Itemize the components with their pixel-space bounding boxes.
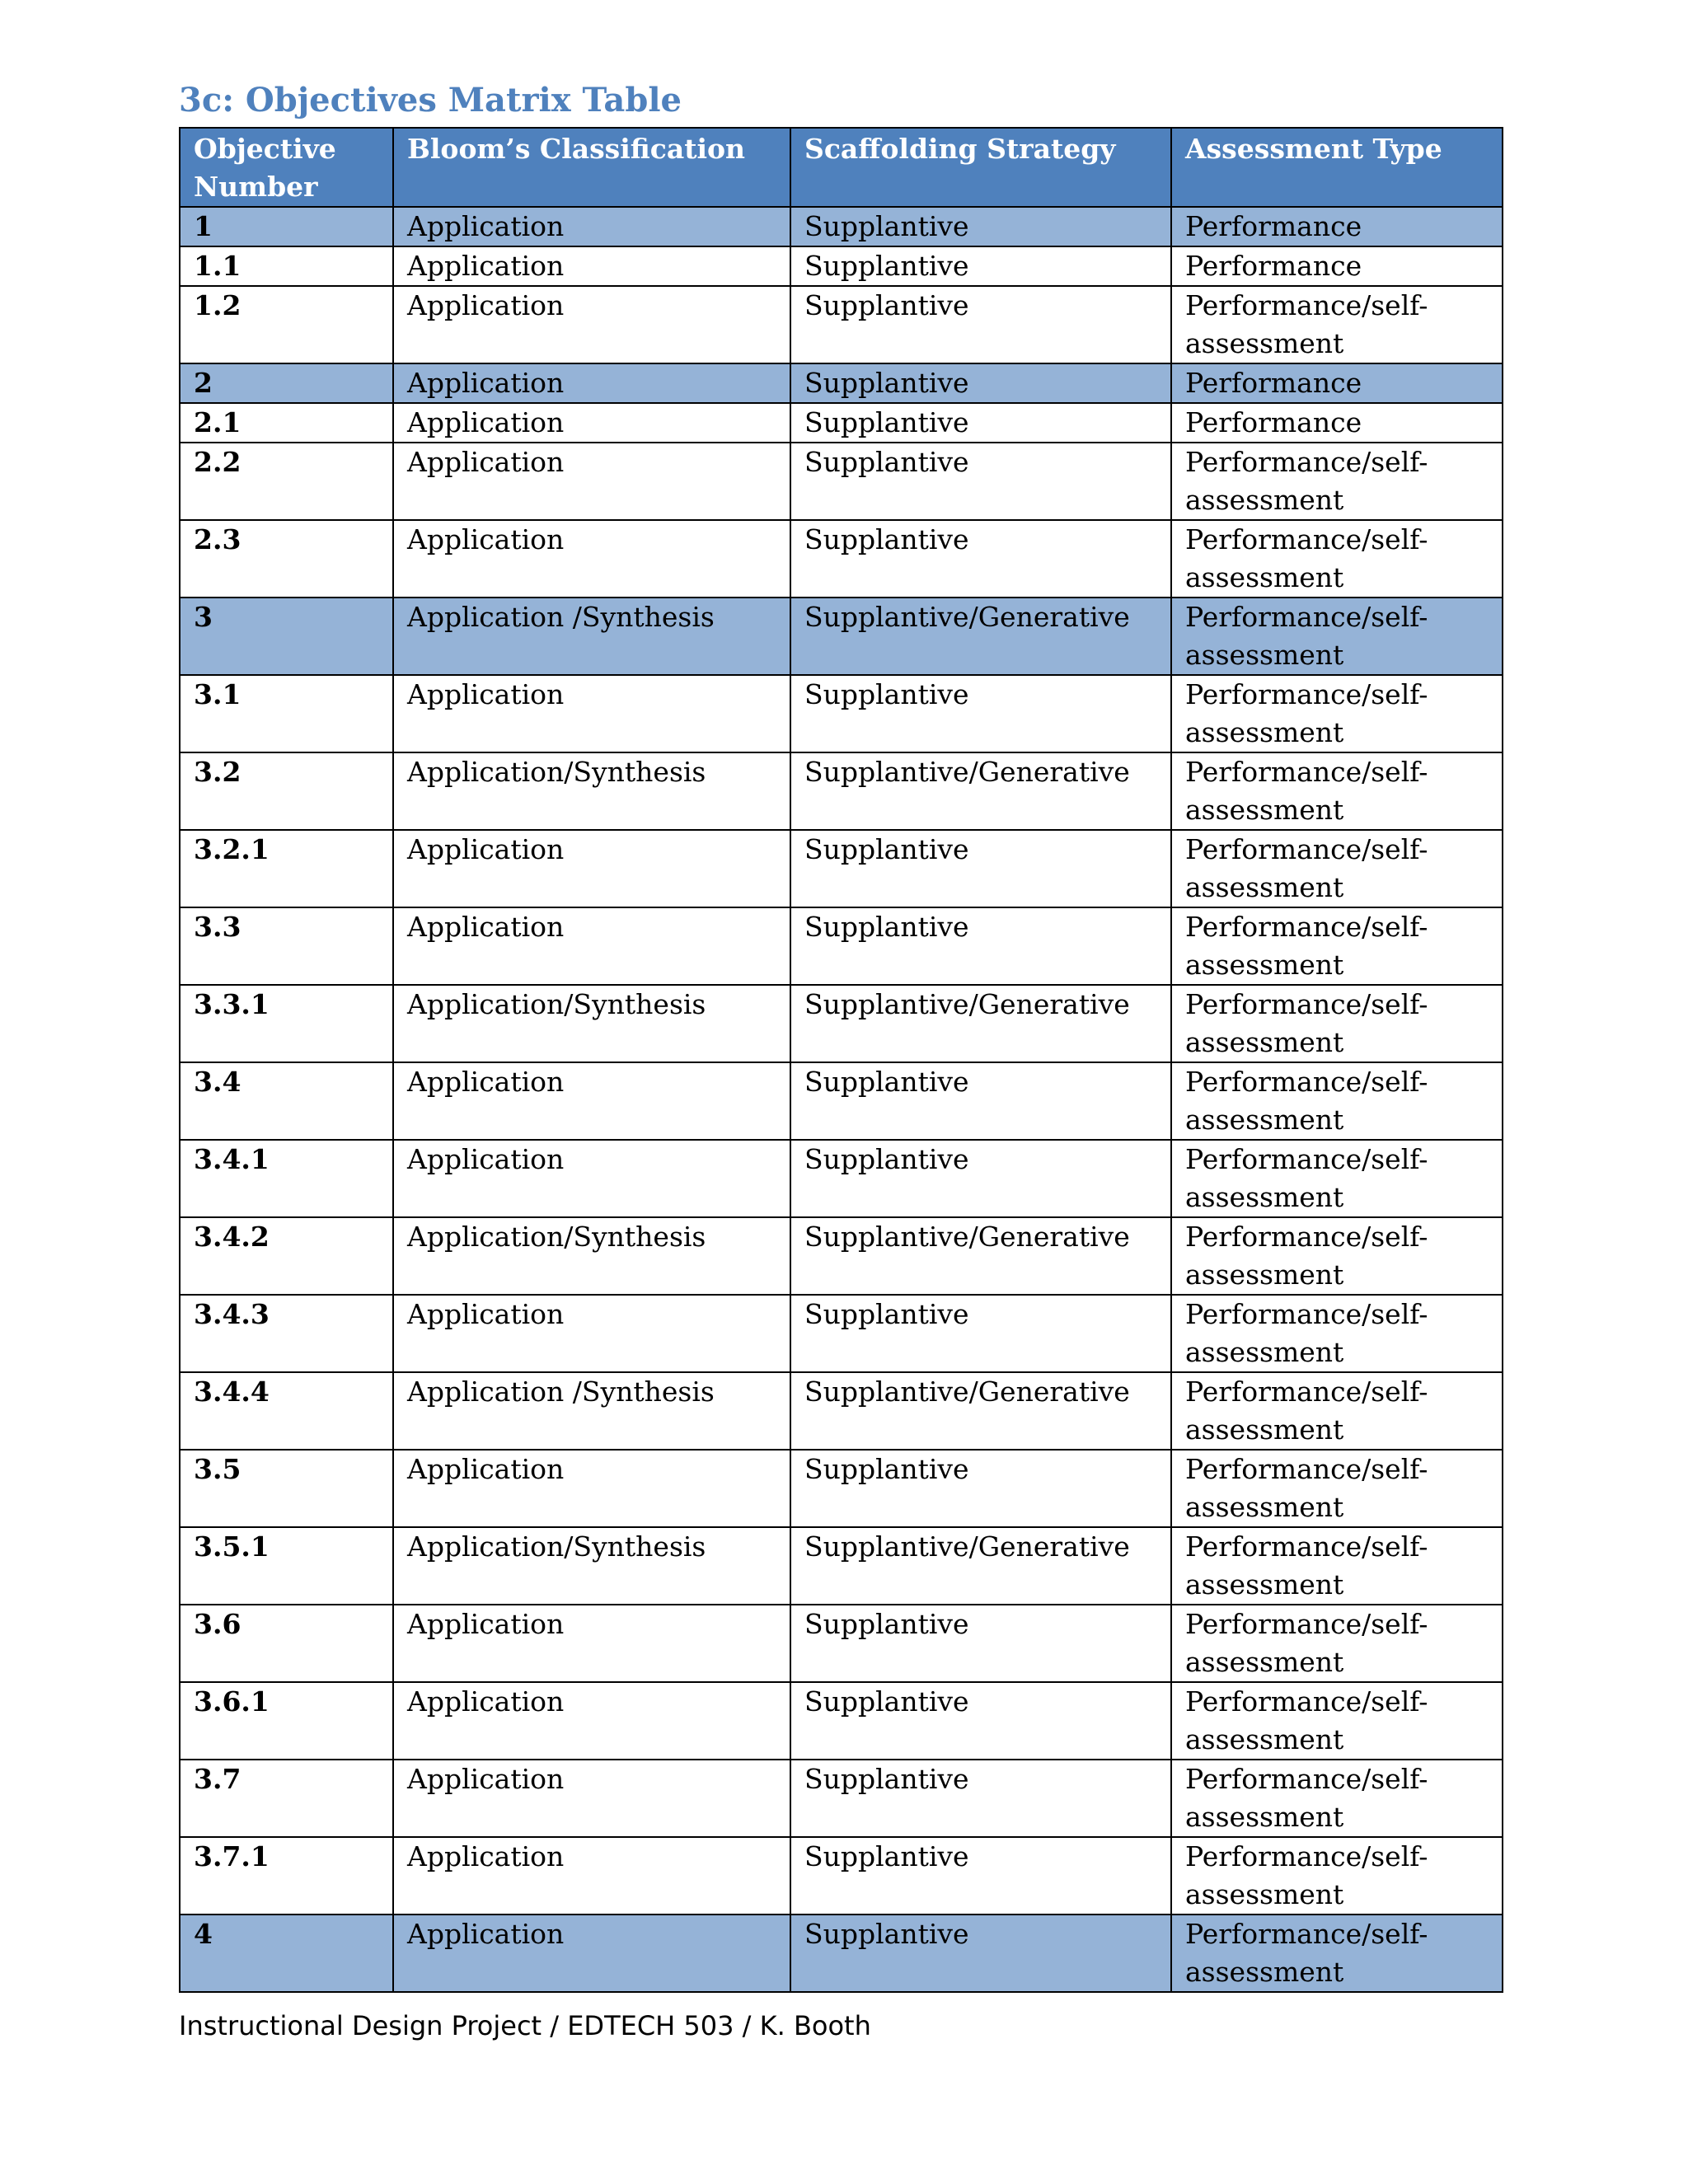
objectives-matrix-table (179, 127, 1503, 1993)
scaffolding-strategy-cell: Supplantive/Generative (790, 1527, 1171, 1605)
objective-number-cell: 3.4.3 (180, 1295, 393, 1372)
header-blooms-classification: Bloom’s Classification (393, 128, 790, 207)
scaffolding-strategy-cell: Supplantive (790, 1837, 1171, 1915)
assessment-type-cell: Performance/self-assessment (1171, 1217, 1503, 1295)
scaffolding-strategy-cell: Supplantive/Generative (790, 598, 1171, 675)
blooms-classification-cell: Application (393, 675, 790, 752)
table-row (180, 1760, 1503, 1837)
assessment-type-cell: Performance/self-assessment (1171, 752, 1503, 830)
scaffolding-strategy-cell: Supplantive/Generative (790, 752, 1171, 830)
header-scaffolding-strategy: Scaffolding Strategy (790, 128, 1171, 207)
assessment-type-cell: Performance/self-assessment (1171, 443, 1503, 520)
blooms-classification-cell: Application (393, 520, 790, 598)
assessment-type-cell: Performance (1171, 363, 1503, 403)
blooms-classification-cell: Application (393, 1915, 790, 1992)
objective-number-cell: 3 (180, 598, 393, 675)
blooms-classification-cell: Application (393, 1140, 790, 1217)
assessment-type-cell: Performance/self-assessment (1171, 907, 1503, 985)
table-row (180, 1527, 1503, 1605)
assessment-type-cell: Performance/self-assessment (1171, 1295, 1503, 1372)
scaffolding-strategy-cell: Supplantive (790, 520, 1171, 598)
scaffolding-strategy-cell: Supplantive (790, 443, 1171, 520)
objective-number-cell: 3.3 (180, 907, 393, 985)
assessment-type-cell: Performance/self-assessment (1171, 1140, 1503, 1217)
table-row (180, 1682, 1503, 1760)
assessment-type-cell: Performance (1171, 246, 1503, 286)
objective-number-cell: 3.6 (180, 1605, 393, 1682)
scaffolding-strategy-cell: Supplantive (790, 1450, 1171, 1527)
table-row (180, 1450, 1503, 1527)
objective-number-cell: 3.2.1 (180, 830, 393, 907)
table-row-main-objective (180, 207, 1503, 246)
scaffolding-strategy-cell: Supplantive (790, 403, 1171, 443)
objective-number-cell: 3.4 (180, 1062, 393, 1140)
scaffolding-strategy-cell: Supplantive/Generative (790, 1217, 1171, 1295)
assessment-type-cell: Performance/self-assessment (1171, 1915, 1503, 1992)
table-row-main-objective (180, 598, 1503, 675)
table-row (180, 830, 1503, 907)
table-header-row (180, 128, 1503, 207)
objective-number-cell: 4 (180, 1915, 393, 1992)
table-row (180, 1217, 1503, 1295)
scaffolding-strategy-cell: Supplantive (790, 907, 1171, 985)
scaffolding-strategy-cell: Supplantive (790, 1140, 1171, 1217)
assessment-type-cell: Performance/self-assessment (1171, 1605, 1503, 1682)
blooms-classification-cell: Application (393, 207, 790, 246)
blooms-classification-cell: Application/Synthesis (393, 752, 790, 830)
scaffolding-strategy-cell: Supplantive (790, 1682, 1171, 1760)
header-assessment-type: Assessment Type (1171, 128, 1503, 207)
assessment-type-cell: Performance/self-assessment (1171, 1450, 1503, 1527)
assessment-type-cell: Performance/self-assessment (1171, 1527, 1503, 1605)
scaffolding-strategy-cell: Supplantive (790, 363, 1171, 403)
objective-number-cell: 3.6.1 (180, 1682, 393, 1760)
scaffolding-strategy-cell: Supplantive (790, 830, 1171, 907)
table-row (180, 443, 1503, 520)
assessment-type-cell: Performance/self-assessment (1171, 598, 1503, 675)
table-row (180, 1372, 1503, 1450)
scaffolding-strategy-cell: Supplantive (790, 1062, 1171, 1140)
blooms-classification-cell: Application (393, 907, 790, 985)
blooms-classification-cell: Application /Synthesis (393, 598, 790, 675)
assessment-type-cell: Performance (1171, 403, 1503, 443)
blooms-classification-cell: Application/Synthesis (393, 1527, 790, 1605)
blooms-classification-cell: Application (393, 363, 790, 403)
table-row (180, 403, 1503, 443)
assessment-type-cell: Performance/self-assessment (1171, 286, 1503, 363)
blooms-classification-cell: Application /Synthesis (393, 1372, 790, 1450)
header-objective-number: Objective Number (180, 128, 393, 207)
blooms-classification-cell: Application (393, 443, 790, 520)
table-row-main-objective (180, 363, 1503, 403)
blooms-classification-cell: Application (393, 830, 790, 907)
objective-number-cell: 1.1 (180, 246, 393, 286)
scaffolding-strategy-cell: Supplantive/Generative (790, 1372, 1171, 1450)
blooms-classification-cell: Application (393, 1605, 790, 1682)
assessment-type-cell: Performance/self-assessment (1171, 520, 1503, 598)
scaffolding-strategy-cell: Supplantive/Generative (790, 985, 1171, 1062)
assessment-type-cell: Performance/self-assessment (1171, 675, 1503, 752)
objective-number-cell: 3.5 (180, 1450, 393, 1527)
table-row (180, 1837, 1503, 1915)
objective-number-cell: 3.4.4 (180, 1372, 393, 1450)
section-heading: 3c: Objectives Matrix Table (179, 81, 682, 120)
objective-number-cell: 2 (180, 363, 393, 403)
objective-number-cell: 3.4.2 (180, 1217, 393, 1295)
blooms-classification-cell: Application (393, 1295, 790, 1372)
table-row (180, 985, 1503, 1062)
table-row (180, 1062, 1503, 1140)
assessment-type-cell: Performance/self-assessment (1171, 1682, 1503, 1760)
blooms-classification-cell: Application (393, 1682, 790, 1760)
scaffolding-strategy-cell: Supplantive (790, 1605, 1171, 1682)
table-body (180, 207, 1503, 1992)
scaffolding-strategy-cell: Supplantive (790, 675, 1171, 752)
blooms-classification-cell: Application (393, 1837, 790, 1915)
blooms-classification-cell: Application (393, 1450, 790, 1527)
objective-number-cell: 3.7 (180, 1760, 393, 1837)
table-row (180, 675, 1503, 752)
table-row (180, 907, 1503, 985)
assessment-type-cell: Performance/self-assessment (1171, 1372, 1503, 1450)
blooms-classification-cell: Application (393, 286, 790, 363)
table-row (180, 752, 1503, 830)
assessment-type-cell: Performance (1171, 207, 1503, 246)
objective-number-cell: 3.7.1 (180, 1837, 393, 1915)
assessment-type-cell: Performance/self-assessment (1171, 1760, 1503, 1837)
objective-number-cell: 1 (180, 207, 393, 246)
table-row (180, 1295, 1503, 1372)
table-row (180, 286, 1503, 363)
objective-number-cell: 3.4.1 (180, 1140, 393, 1217)
assessment-type-cell: Performance/self-assessment (1171, 830, 1503, 907)
objective-number-cell: 3.2 (180, 752, 393, 830)
document-page (179, 79, 1502, 1993)
objective-number-cell: 3.5.1 (180, 1527, 393, 1605)
blooms-classification-cell: Application (393, 246, 790, 286)
table-row-main-objective (180, 1915, 1503, 1992)
table-row (180, 520, 1503, 598)
assessment-type-cell: Performance/self-assessment (1171, 1062, 1503, 1140)
scaffolding-strategy-cell: Supplantive (790, 1760, 1171, 1837)
objective-number-cell: 3.1 (180, 675, 393, 752)
assessment-type-cell: Performance/self-assessment (1171, 985, 1503, 1062)
blooms-classification-cell: Application (393, 1760, 790, 1837)
table-row (180, 1605, 1503, 1682)
page-footer: Instructional Design Project / EDTECH 503 / K. Booth (179, 2010, 871, 2041)
scaffolding-strategy-cell: Supplantive (790, 1295, 1171, 1372)
table-row (180, 246, 1503, 286)
scaffolding-strategy-cell: Supplantive (790, 246, 1171, 286)
scaffolding-strategy-cell: Supplantive (790, 286, 1171, 363)
objective-number-cell: 2.1 (180, 403, 393, 443)
objective-number-cell: 2.3 (180, 520, 393, 598)
blooms-classification-cell: Application (393, 403, 790, 443)
assessment-type-cell: Performance/self-assessment (1171, 1837, 1503, 1915)
scaffolding-strategy-cell: Supplantive (790, 1915, 1171, 1992)
blooms-classification-cell: Application/Synthesis (393, 985, 790, 1062)
objective-number-cell: 1.2 (180, 286, 393, 363)
objective-number-cell: 3.3.1 (180, 985, 393, 1062)
blooms-classification-cell: Application (393, 1062, 790, 1140)
table-row (180, 1140, 1503, 1217)
blooms-classification-cell: Application/Synthesis (393, 1217, 790, 1295)
scaffolding-strategy-cell: Supplantive (790, 207, 1171, 246)
objective-number-cell: 2.2 (180, 443, 393, 520)
